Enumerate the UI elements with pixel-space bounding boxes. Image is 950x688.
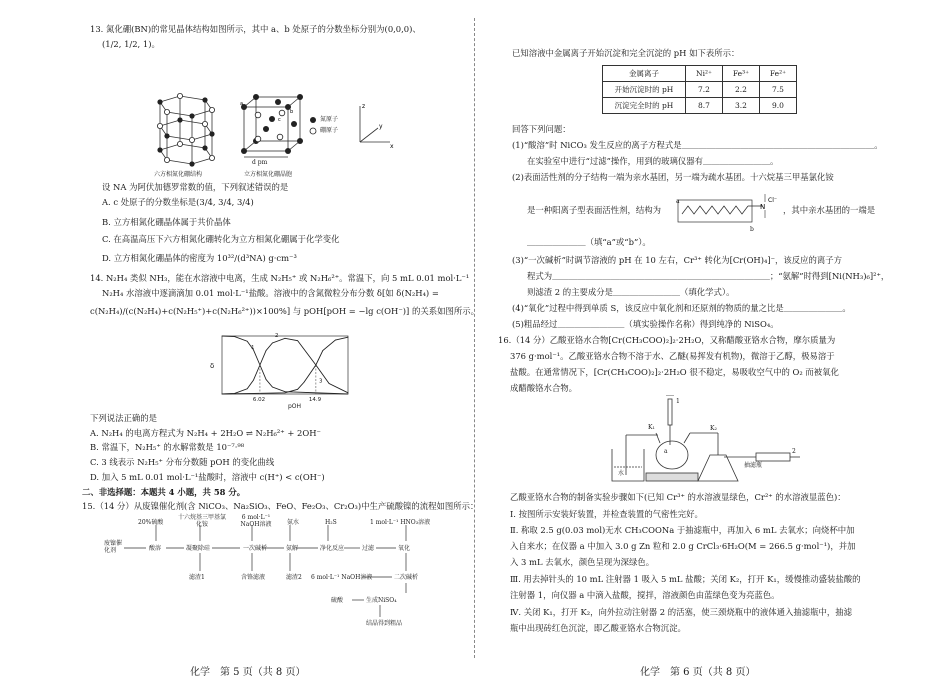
legend-boron: 硼原子 — [320, 127, 339, 134]
flow-reagent-hno3: 1 mol·L⁻¹ HNO₃溶液 — [370, 519, 431, 526]
q15-part3b: 程式为＿＿＿＿＿＿＿＿＿＿＿＿＿＿＿＿＿＿＿＿＿＿＿＿＿＿；“氨解”时得到[Ni(NH₃)₆]²⁺， — [527, 271, 890, 281]
q15-part1b: 在实验室中进行“过滤”操作，用到的玻璃仪器有＿＿＿＿＿＿＿＿。 — [527, 156, 779, 166]
q14-line1: 14. N₂H₄ 类似 NH₃，能在水溶液中电离，生成 N₂H₅⁺ 或 N₂H₆²⁺。常温下，向 5 mL 0.01 mol·L⁻¹ — [90, 273, 470, 283]
chart-ylabel: δ — [210, 362, 215, 370]
q13-option-c: C. 在高温高压下六方相氮化硼转化为立方相氮化硼属于化学变化 — [102, 234, 340, 244]
series-2-point — [285, 391, 286, 392]
series-3-point — [304, 382, 305, 383]
series-1-point — [348, 392, 349, 393]
curve-label-1: 1 — [250, 344, 255, 351]
flow-sulfuric: 硫酸 — [331, 597, 344, 604]
valve-k2: K₂ — [710, 425, 717, 432]
legend-nitrogen: 氮原子 — [320, 116, 339, 123]
flow-step-alkali2: 二次碱析 — [394, 574, 419, 581]
table-cell: 沉淀完全时的 pH — [603, 98, 686, 114]
q15-part2b: 是一种阳离子型表面活性剂，结构为 — [527, 205, 661, 215]
q16-line1: 16.（14 分）乙酸亚铬水合物[Cr(CH₃COO)₂]₂·2H₂O，又称醋酸亚铬水合物，摩尔质量为 — [498, 335, 836, 345]
q14-question: 下列说法正确的是 — [90, 413, 157, 423]
q16-steps-intro: 乙酸亚铬水合物的制备实验步骤如下(已知 Cr³⁺ 的水溶液显绿色，Cr²⁺ 的水溶液显蓝色)： — [510, 492, 846, 502]
series-1-point — [285, 338, 286, 339]
svg-text:c: c — [278, 117, 281, 123]
flask-label-a: a — [664, 448, 668, 455]
series-3-point — [335, 340, 336, 341]
flow-reagent-h2s: H₂S — [325, 519, 337, 526]
syringe-1-label: 1 — [676, 398, 680, 405]
series-3-point — [322, 350, 323, 351]
coordinate-axes-figure — [350, 100, 396, 152]
series-2-point — [272, 387, 273, 388]
q16-line2: 376 g·mol⁻¹。乙酸亚铬水合物不溶于水、乙醚(易挥发有机物)，微溶于乙醇，极易溶于 — [510, 351, 835, 361]
flow-step-filter: 过滤 — [362, 545, 375, 552]
q15-part3a: (3)“一次碱析”时调节溶液的 pH 在 10 左右，Cr³⁺ 转化为[Cr(OH)₄]⁻，该反应的离子方 — [512, 255, 843, 265]
beaker-water-label: 水 — [618, 470, 625, 477]
series-1-point — [253, 380, 254, 381]
table-header-cell: Ni²⁺ — [686, 66, 723, 82]
q14-option-a: A. N₂H₄ 的电离方程式为 N₂H₄ + 2H₂O ⇌ N₂H₆²⁺ + 2OH⁻ — [90, 428, 321, 438]
table-row — [603, 82, 797, 98]
flow-chromium-filtrate: 含铬滤液 — [241, 574, 266, 581]
flow-step-silica: 凝聚除硅 — [186, 545, 211, 552]
q14-option-d: D. 加入 5 mL 0.01 mol·L⁻¹盐酸时，溶液中 c(H⁺) < c(OH⁻) — [90, 472, 325, 482]
series-3-point — [285, 392, 286, 393]
series-2-point — [266, 379, 267, 380]
q15-part4: (4)“氧化”过程中得到单质 S，该反应中氧化剂和还原剂的物质的量之比是＿＿＿＿＿＿＿。 — [512, 303, 851, 313]
flow-naoh2: 6 mol·L⁻¹ NaOH溶液 — [311, 574, 373, 581]
ph-table — [602, 65, 797, 114]
series-1-point — [266, 350, 267, 351]
flow-residue1: 滤渣1 — [189, 574, 205, 581]
q14-line3: c(N₂H₄)/(c(N₂H₄)+c(N₂H₅⁺)+c(N₂H₆²⁺))×100%] 与 pOH[pOH = −lg c(OH⁻)] 的关系如图所示。 — [90, 306, 479, 316]
q15-part2c: ，其中亲水基团的一端是 — [783, 205, 876, 215]
x-tick-label: 6.02 — [252, 397, 266, 403]
series-2-point — [247, 341, 248, 342]
hexagonal-caption: 六方相氮化硼结构 — [154, 171, 203, 178]
series-3-point — [348, 337, 349, 338]
svg-text:b: b — [290, 109, 294, 115]
apparatus-figure — [606, 395, 802, 487]
chart-xlabel: pOH — [288, 403, 302, 410]
left-footer: 化学 第 5 页（共 8 页） — [190, 667, 306, 678]
q13-question: 设 NA 为阿伏加德罗常数的值，下列叙述错误的是 — [102, 182, 289, 192]
q16-step2c: 入 3 mL 去氧水，颜色呈现为深绿色。 — [510, 557, 655, 567]
q16-step4b: 瓶中出现砖红色沉淀，即乙酸亚铬水合物沉淀。 — [510, 623, 686, 633]
flow-crystallize: 结晶得到粗品 — [366, 620, 403, 627]
q14-line2: N₂H₄ 水溶液中逐滴滴加 0.01 mol·L⁻¹盐酸。溶液中的含氮微粒分布分数 δ[如 δ(N₂H₄) = — [102, 288, 439, 298]
table-header-cell: Fe²⁺ — [760, 66, 797, 82]
section-heading: 二、非选择题：本题共 4 小题，共 58 分。 — [82, 487, 246, 497]
q16-step2b: 入自来水；在仪器 a 中加入 3.0 g Zn 粒和 2.0 g CrCl₃·6H₂O(M = 266.5 g·mol⁻¹)，并加 — [510, 541, 856, 551]
flow-step-purify: 净化反应 — [320, 545, 345, 552]
table-cell: 9.0 — [760, 98, 797, 114]
flow-step-acid-dissolve: 酸溶 — [149, 545, 162, 552]
flow-reagent-acid: 20%硫酸 — [138, 519, 164, 526]
series-1-point — [247, 388, 248, 389]
surfactant-label-b: b — [750, 226, 754, 233]
distribution-chart — [206, 330, 356, 410]
q15-stem: 15.（14 分）从废镍催化剂(含 NiCO₃、Na₂SiO₃、FeO、Fe₂O₃、Cr₂O₃)中生产硫酸镍的流程如图所示： — [82, 501, 479, 511]
cubic-caption: 立方相氮化硼晶胞 — [244, 171, 293, 178]
q16-step3b: 注射器 1，向仪器 a 中滴入盐酸，搅拌，溶液颜色由蓝绿色变为亮蓝色。 — [510, 590, 780, 600]
hexagonal-bn-figure — [150, 92, 222, 168]
series-1-point — [297, 340, 298, 341]
table-header-cell: 金属离子 — [603, 66, 686, 82]
flow-step-oxidize: 氧化 — [398, 545, 411, 552]
q13-stem-line1: 13. 氮化硼(BN)的常见晶体结构如图所示，其中 a、b 处原子的分数坐标分别为(0,0,0)、 — [90, 24, 421, 34]
cubic-dimension: d pm — [252, 159, 268, 166]
q15-part1a: (1)“酸溶”时 NiCO₃ 发生反应的离子方程式是＿＿＿＿＿＿＿＿＿＿＿＿＿＿＿＿＿＿＿＿＿＿＿。 — [512, 140, 883, 150]
q16-step4a: Ⅳ. 关闭 K₁，打开 K₂，向外拉动注射器 2 的活塞，使三颈烧瓶中的液体通入抽滤瓶中，抽滤 — [510, 607, 853, 617]
curve-label-3: 3 — [319, 378, 323, 385]
q14-option-c: C. 3 线表示 N₂H₅⁺ 分布分数随 pOH 的变化曲线 — [90, 457, 275, 467]
series-2-point — [222, 336, 223, 337]
flow-nickel-sulfate: 生成NiSO₄ — [366, 597, 397, 604]
series-2-point — [348, 394, 349, 395]
flow-step-ammonolysis: 氨解 — [286, 545, 299, 552]
flow-reagent-naoh: 6 mol·L⁻¹ NaOH溶液 — [240, 514, 272, 528]
series-3-point — [297, 389, 298, 390]
table-row — [603, 98, 797, 114]
q16-step1: Ⅰ. 按图所示安装好装置，并检查装置的气密性完好。 — [510, 509, 703, 519]
flow-step-alkali1: 一次碱析 — [243, 545, 268, 552]
x-tick-label: 14.9 — [308, 397, 322, 403]
syringe-2-label: 2 — [792, 448, 796, 455]
q16-line4: 成醋酸铬水合物。 — [510, 383, 577, 393]
table-cell: 3.2 — [723, 98, 760, 114]
table-header-row — [603, 66, 797, 82]
series-2-point — [234, 336, 235, 337]
curve-label-2: 2 — [274, 333, 279, 340]
surfactant-label-a: a — [676, 198, 680, 205]
flow-reagent-nh3: 氨水 — [287, 519, 300, 526]
series-1-point — [329, 383, 330, 384]
q15-part5: (5)粗品经过＿＿＿＿＿＿＿＿（填实验操作名称）得到纯净的 NiSO₄。 — [512, 319, 779, 329]
q14-option-b: B. 常温下，N₂H₅⁺ 的水解常数是 10⁻⁷·⁹⁸ — [90, 442, 245, 452]
series-line-3 — [222, 337, 348, 394]
q15-part2a: (2)表面活性剂的分子结构一端为亲水基团，另一端为疏水基团。十六烷基三甲基氯化铵 — [512, 172, 834, 182]
right-footer: 化学 第 6 页（共 8 页） — [640, 667, 756, 678]
q13-stem-line2: (1/2, 1/2, 1)。 — [102, 39, 160, 49]
table-cell: 8.7 — [686, 98, 723, 114]
q16-step2a: Ⅱ. 称取 2.5 g(0.03 mol)无水 CH₃COONa 于抽滤瓶中，再加入 6 mL 去氧水；向烧杯中加 — [510, 525, 855, 535]
table-cell: 2.2 — [723, 82, 760, 98]
answer-prompt: 回答下列问题： — [512, 124, 571, 134]
table-intro: 已知溶液中金属离子开始沉淀和完全沉淀的 pH 如下表所示： — [512, 48, 740, 58]
q13-option-b: B. 立方相氮化硼晶体属于共价晶体 — [102, 217, 231, 227]
surfactant-structure — [672, 190, 778, 230]
table-cell: 7.2 — [686, 82, 723, 98]
svg-text:N: N — [760, 203, 766, 211]
q15-part3c: 则滤渣 2 的主要成分是＿＿＿＿＿＿＿＿（填化学式）。 — [527, 287, 735, 297]
flow-residue2: 滤渣2 — [286, 574, 302, 581]
flowchart-arrows — [100, 525, 440, 625]
table-cell: 开始沉淀时的 pH — [603, 82, 686, 98]
svg-text:z: z — [362, 103, 366, 110]
q13-option-d: D. 立方相氮化硼晶体的密度为 10³²/(d³NA) g·cm⁻³ — [102, 253, 297, 263]
series-line-1 — [222, 338, 348, 394]
q16-step3a: Ⅲ. 用去掉针头的 10 mL 注射器 1 吸入 5 mL 盐酸；关闭 K₂，打开 K₁，缓慢推动盛装盐酸的 — [510, 574, 861, 584]
cubic-bn-cell-figure — [238, 93, 304, 165]
svg-text:x: x — [390, 143, 394, 150]
series-1-point — [272, 343, 273, 344]
q16-line3: 盐酸。在通常情况下，[Cr(CH₃COO)₂]₂·2H₂O 很不稳定，易吸收空气中的 O₂ 而被氧化 — [510, 367, 839, 377]
page-divider — [474, 18, 475, 658]
valve-k1: K₁ — [648, 424, 655, 431]
svg-text:y: y — [379, 123, 383, 130]
series-3-point — [222, 394, 223, 395]
flow-reagent-surfactant: 十六烷基三甲基氯化铵 — [178, 514, 227, 528]
q15-part2d: ＿＿＿＿＿＿＿（填“a”或“b”）。 — [527, 237, 651, 247]
table-cell: 7.5 — [760, 82, 797, 98]
q13-option-a: A. c 处原子的分数坐标是(3/4, 3/4, 3/4) — [102, 197, 254, 207]
svg-text:Cl⁻: Cl⁻ — [768, 197, 778, 204]
flow-start: 废镍催化剂 — [104, 540, 123, 554]
svg-text:a: a — [240, 101, 244, 107]
filter-flask-label: 抽滤瓶 — [744, 462, 763, 469]
table-header-cell: Fe³⁺ — [723, 66, 760, 82]
atom-legend-marks — [308, 115, 318, 137]
